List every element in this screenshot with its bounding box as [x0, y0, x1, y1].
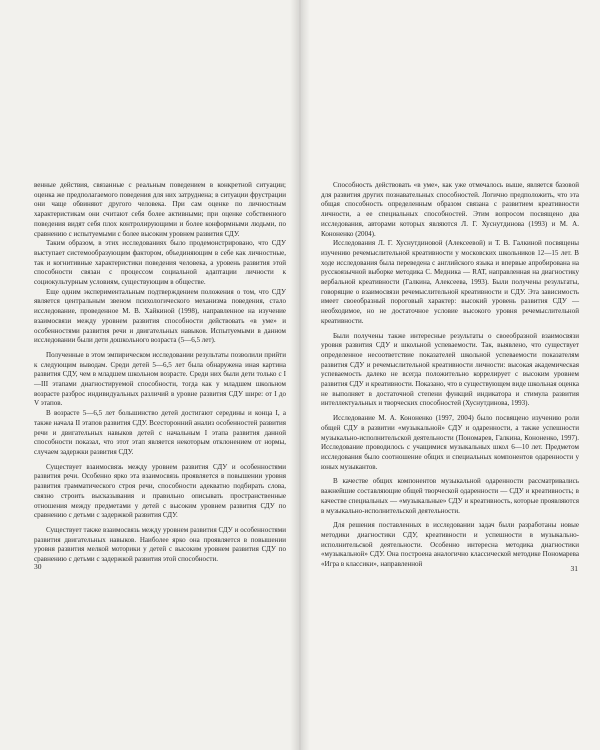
- left-page-text: [34, 181, 286, 565]
- book-gutter-shadow: [290, 0, 310, 750]
- right-page-text: [321, 181, 579, 570]
- page-number: 30: [34, 562, 42, 571]
- page-number: 31: [570, 564, 578, 573]
- paragraph: Существует также взаимосвязь между уровнем развития СДУ и особенностями развития двигательных навыков. Наиболее ярко она проявляется в повышении уровня развития мелкой моторики у детей с высоким уровнем развития СДУ по сравнению с детьми с задержкой развития этой способности.: [34, 525, 286, 564]
- paragraph: Для решения поставленных в исследовании задач были разработаны новые методики диагностики СДУ, креативности и успешности в музыкально-исполнительской деятельности. Особенно интересна методика диагностики «музыкальной» СДУ. Она построена аналогично классической методике Пономарева «Игра в классики», направленной: [321, 521, 579, 569]
- paragraph: венные действия, связанные с реальным поведением в конкретной ситуации; оценка же предполагаемого поведения для них затруднена; в ситуации фрустрации они чаще обвиняют другого человека. При сам оценке по личностным характеристикам они считают себя более активными; при оценке собственного поведения видят себя плох контролирующими и более конформными людьми, по сравнению с испытуемыми с более высоким уровнем развития СДУ.: [34, 181, 286, 238]
- paragraph: Исследование М. А. Кононенко (1997, 2004) было посвящено изучению роли общей СДУ в развитии «музыкальной» СДУ и одаренности, а также успешности музыкально-исполнительской деятельности (Пономарев, Галкина, Кононенко, 1997). Исследование проводилось с учащимися музыкальных школ 6—10 лет. Предметом исследования было соотношение общих и специальных компонентов одаренности у юных музыкантов.: [321, 414, 579, 471]
- paragraph: Полученные в этом эмпирическом исследовании результаты позволили прийти к следующим выводам. Среди детей 5—6,5 лет была обнаружена иная картина развития СДУ, чем в младшем школьном возрасте. Среди них были дети только с I—III этапами диагностируемой способности, тогда как у младшем школьном возрасте разброс индивидуальных различий в уровне развития СДУ шире: от I до V этапов.: [34, 350, 286, 408]
- paragraph: Исследования Л. Г. Хуснутдиновой (Алексеевой) и Т. В. Галкиной посвящены изучению речемыслительной креативности у московских школьников 12—15 лет. В ходе исследования была переведена с английского языка и впервые апробирована на русскоязычной выборке методика С. Медника — RAT, направленная на диагностику вербальной креативности (Галкина, Алексеева, 1993). Были получены результаты, говорящие о взаимосвязи речемыслительной креативности и СДУ. Эта зависимость имеет своеобразный пороговый характер: высокий уровень развития СДУ — необходимое, но не достаточное условие высокого уровня речемыслительной креативности.: [321, 239, 579, 325]
- paragraph: В качестве общих компонентов музыкальной одаренности рассматривались важнейшие составляющие общей творческой одаренности — СДУ и креативность; в качестве специальных — «музыкальные» СДУ и креативность, которые проявляются в музыкально-исполнительской деятельности.: [321, 477, 579, 515]
- paragraph: Таким образом, в этих исследованиях было продемонстрировано, что СДУ выступает системообразующим фактором, объединяющим в себе как личностные, так и когнитивные характеристики поведения человека, а уровень развития этой способности связан с процессом социальной адаптации личности к социокультурным условиям, существующим в обществе.: [34, 239, 286, 287]
- paragraph: Существует взаимосвязь между уровнем развития СДУ и особенностями развития речи. Особенно ярко эта взаимосвязь проявляется в повышении уровня развития грамматического строя речи, способности адекватно подбирать слова, связно строить высказывания и правильно описывать пространственные отношения между предметами у детей с высоким уровнем развития СДУ по сравнению с детьми с задержкой развития СДУ.: [34, 462, 286, 520]
- left-page: [0, 0, 296, 750]
- paragraph: Были получены также интересные результаты о своеобразной взаимосвязи уровня развития СДУ и школьной успеваемости. Так, выявлено, что существует определенное несоответствие показателей школьной успеваемости показателям развития СДУ и речемыслительной креативности личности: высокая академическая успеваемость далеко не всегда положительно коррелирует с высоким уровнем развития СДУ и креативности. Показано, что в существующем виде школьная оценка не выполняет в достаточной степени функций индикатора и стимула развития интеллектуальных и творческих способностей (Хуснутдинова, 1993).: [321, 331, 579, 408]
- paragraph: В возрасте 5—6,5 лет большинство детей достигают середины и конца I, а также начала II этапов развития СДУ. Всесторонний анализ особенностей развития речи и двигательных навыков детей с начальным I этапа развития данной способности показал, что этот этап является некоторым отклонением от нормы, случаем задержки развития СДУ.: [34, 409, 286, 456]
- paragraph: Способность действовать «в уме», как уже отмечалось выше, является базовой для развития других познавательных способностей. Логично предположить, что эта общая способность определенным образом связана с развитием креативности личности, а ее специальных способностей. Этим вопросом посвящено два исследования, авторами которых являются Л. Г. Хуснутдинова (1993) и М. А. Кононенко (2004).: [321, 181, 579, 238]
- right-page: [303, 0, 600, 750]
- paragraph: Еще одним экспериментальным подтверждением положения о том, что СДУ является центральным звеном психологического механизма поведения, стало исследование, проведенное М. В. Хайкиной (1998), направленное на изучение взаимосвязи между уровнем развития способности действовать «в уме» и особенностями развития речи и двигательных навыков. Испытуемыми в данном исследовании были дети дошкольного возраста (5—6,5 лет).: [34, 287, 286, 345]
